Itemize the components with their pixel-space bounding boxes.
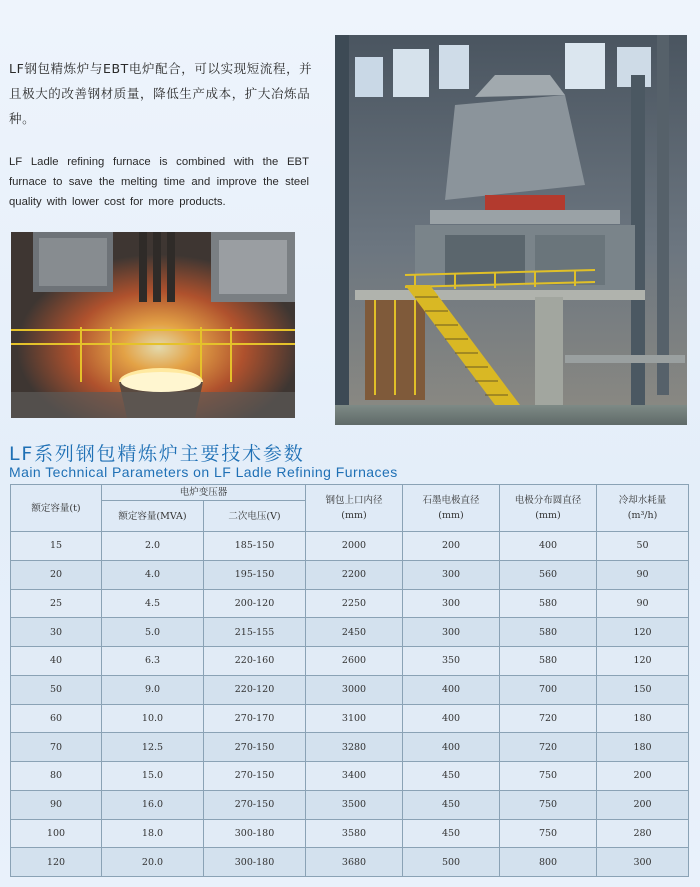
table-cell: 40 [11,647,102,676]
section-title-english: Main Technical Parameters on LF Ladle Refining Furnaces [9,464,398,480]
table-cell: 12.5 [102,733,204,762]
table-cell: 750 [500,819,597,848]
table-cell: 195-150 [204,560,306,589]
table-row [11,618,689,647]
table-cell: 3680 [306,848,403,877]
table-cell: 185-150 [204,532,306,561]
intro-text-chinese: LF钢包精炼炉与EBT电炉配合，可以实现短流程，并且极大的改善钢材质量，降低生产成本，扩大冶炼品种。 [9,61,313,126]
header-ladle-diameter [306,485,403,532]
table-cell: 15.0 [102,762,204,791]
table-cell: 2.0 [102,532,204,561]
table-cell: 450 [403,762,500,791]
table-cell: 3000 [306,675,403,704]
table-cell: 18.0 [102,819,204,848]
header-ladle-diameter-unit: (mm) [341,510,367,521]
table-cell: 200 [403,532,500,561]
table-cell: 9.0 [102,675,204,704]
table-cell: 120 [11,848,102,877]
table-cell: 750 [500,762,597,791]
table-cell: 270-150 [204,790,306,819]
table-cell: 70 [11,733,102,762]
table-cell: 120 [597,647,689,676]
table-cell: 50 [11,675,102,704]
table-cell: 3280 [306,733,403,762]
table-cell: 180 [597,733,689,762]
header-pitch-circle-label: 电极分布圆直径 [514,495,582,506]
header-cooling-water [597,485,689,532]
furnace-installation-photo [335,35,687,425]
table-cell: 2250 [306,589,403,618]
table-header-row [11,485,689,501]
table-cell: 720 [500,704,597,733]
table-cell: 400 [403,733,500,762]
table-cell: 200-120 [204,589,306,618]
table-cell: 700 [500,675,597,704]
header-pitch-circle-unit: (mm) [535,510,561,521]
intro-text-english: LF Ladle refining furnace is combined with the EBT furnace to save the melting time and improve the steel quality with lower cost for more products. [9,156,309,208]
table-cell: 200 [597,790,689,819]
table-cell: 3580 [306,819,403,848]
table-row [11,704,689,733]
table-cell: 400 [500,532,597,561]
table-cell: 15 [11,532,102,561]
table-cell: 150 [597,675,689,704]
table-cell: 580 [500,618,597,647]
table-cell: 270-150 [204,762,306,791]
header-electrode-diameter-label: 石墨电极直径 [422,495,480,506]
table-cell: 80 [11,762,102,791]
table-cell: 90 [11,790,102,819]
table-cell: 300-180 [204,848,306,877]
table-cell: 270-170 [204,704,306,733]
table-cell: 2200 [306,560,403,589]
table-cell: 16.0 [102,790,204,819]
table-cell: 750 [500,790,597,819]
header-capacity: 额定容量(t) [11,485,102,532]
table-cell: 5.0 [102,618,204,647]
table-cell: 25 [11,589,102,618]
table-row [11,589,689,618]
table-cell: 800 [500,848,597,877]
table-cell: 180 [597,704,689,733]
table-cell: 60 [11,704,102,733]
table-cell: 270-150 [204,733,306,762]
header-electrode-diameter [403,485,500,532]
table-cell: 300 [403,589,500,618]
table-row [11,819,689,848]
table-cell: 100 [11,819,102,848]
table-row [11,560,689,589]
header-transformer-capacity: 额定容量(MVA) [102,501,204,532]
table-cell: 200 [597,762,689,791]
table-body [11,532,689,877]
header-ladle-diameter-label: 钢包上口内径 [325,495,383,506]
table-cell: 2000 [306,532,403,561]
table-cell: 400 [403,675,500,704]
header-pitch-circle [500,485,597,532]
table-cell: 4.5 [102,589,204,618]
table-row [11,762,689,791]
table-cell: 10.0 [102,704,204,733]
table-cell: 3100 [306,704,403,733]
table-cell: 300 [403,560,500,589]
table-cell: 30 [11,618,102,647]
table-cell: 220-120 [204,675,306,704]
table-cell: 20.0 [102,848,204,877]
table-cell: 300-180 [204,819,306,848]
header-transformer: 电炉变压器 [102,485,306,501]
table-row [11,647,689,676]
table-cell: 280 [597,819,689,848]
table-row [11,532,689,561]
table-cell: 720 [500,733,597,762]
table-row [11,733,689,762]
table-cell: 3400 [306,762,403,791]
table-cell: 580 [500,589,597,618]
table-cell: 6.3 [102,647,204,676]
table-cell: 400 [403,704,500,733]
header-electrode-diameter-unit: (mm) [438,510,464,521]
table-cell: 20 [11,560,102,589]
table-cell: 215-155 [204,618,306,647]
table-cell: 450 [403,819,500,848]
table-cell: 350 [403,647,500,676]
section-title-chinese: LF系列钢包精炼炉主要技术参数 [9,443,305,465]
header-cooling-water-label: 冷却水耗量 [618,495,667,506]
header-cooling-water-unit: (m³/h) [627,510,658,521]
table-row [11,848,689,877]
table-cell: 450 [403,790,500,819]
table-cell: 90 [597,589,689,618]
table-cell: 560 [500,560,597,589]
table-cell: 300 [597,848,689,877]
table-cell: 220-160 [204,647,306,676]
table-cell: 2450 [306,618,403,647]
table-cell: 300 [403,618,500,647]
molten-ladle-photo [11,232,295,418]
table-cell: 3500 [306,790,403,819]
technical-parameters-table [10,484,689,877]
table-cell: 90 [597,560,689,589]
table-row [11,675,689,704]
table-cell: 4.0 [102,560,204,589]
table-cell: 120 [597,618,689,647]
header-secondary-voltage: 二次电压(V) [204,501,306,532]
table-cell: 50 [597,532,689,561]
table-cell: 2600 [306,647,403,676]
table-cell: 500 [403,848,500,877]
table-row [11,790,689,819]
table-cell: 580 [500,647,597,676]
